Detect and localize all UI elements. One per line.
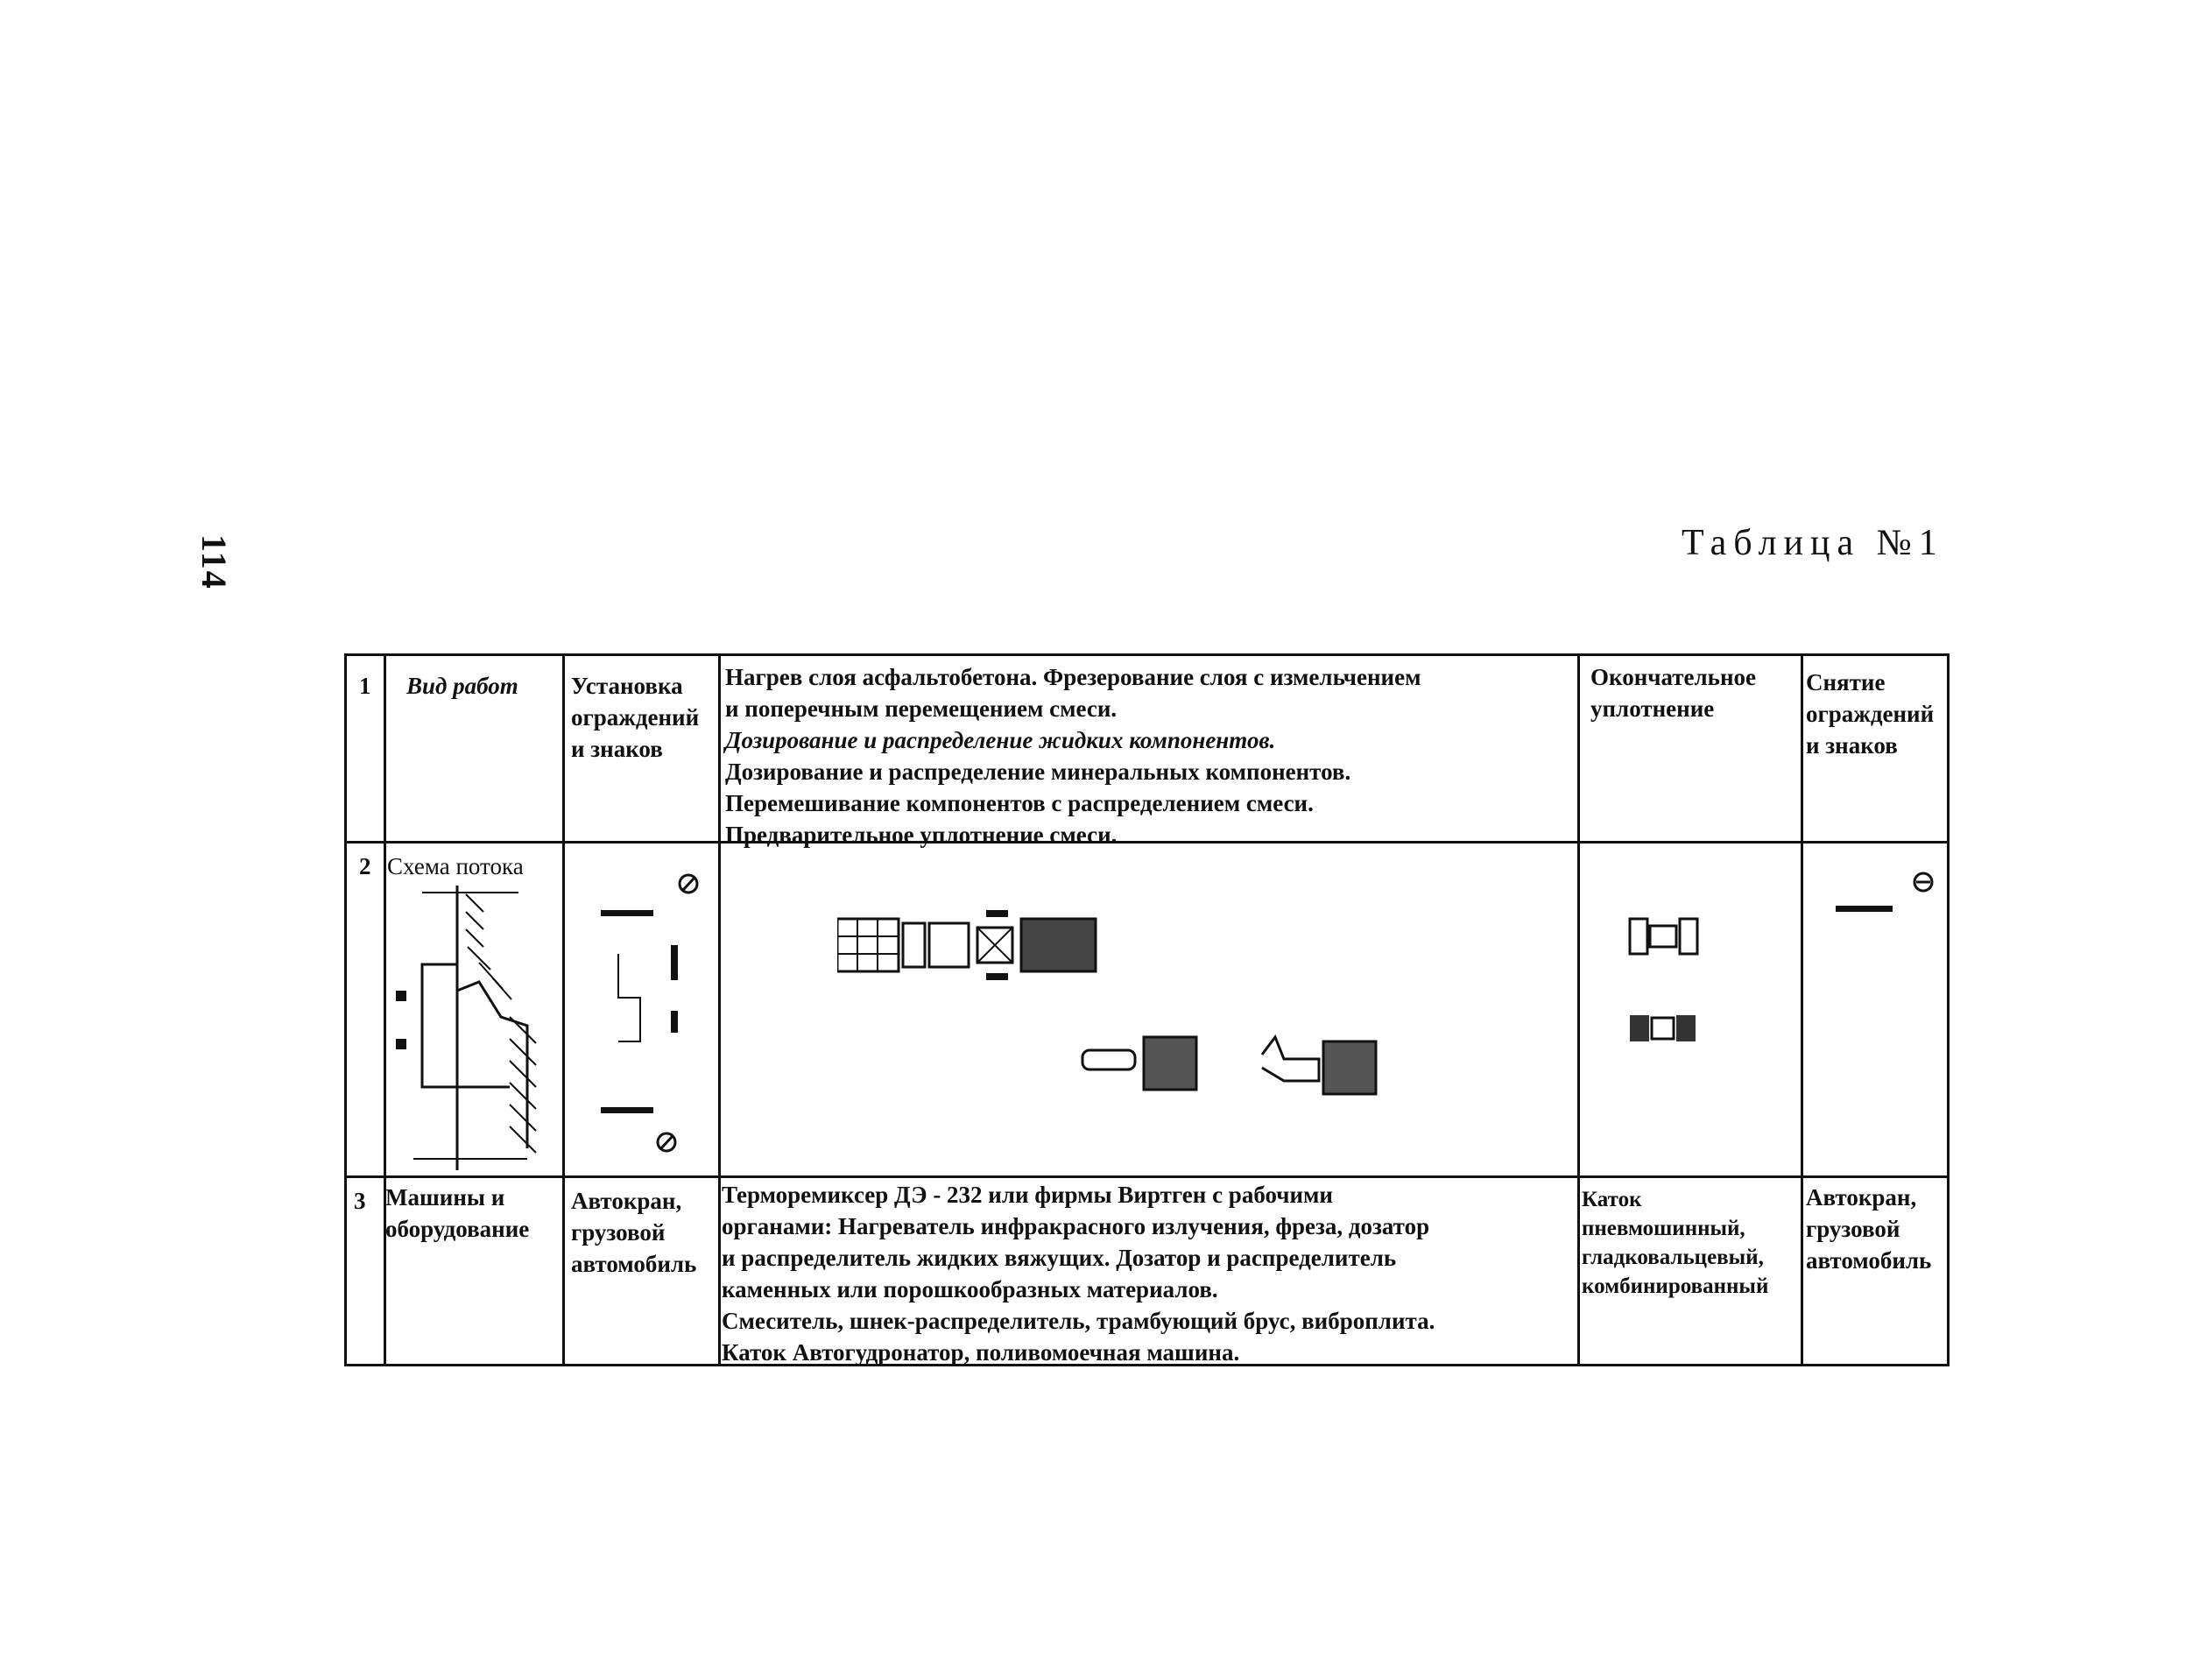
row3-removal-line: автомобиль [1806,1247,1932,1274]
row3-process-line: Каток Автогудронатор, поливомоечная машина. [722,1339,1240,1366]
row3-install-line: Автокран, [571,1188,682,1214]
rollers-sketch [1625,901,1713,1076]
work-table [344,653,1950,1366]
row3-removal-line: грузовой [1806,1216,1900,1242]
row1-process-line: Дозирование и распределение минеральных компонентов. [725,759,1351,785]
row1-process-line: Перемешивание компонентов с распределением смеси. [725,790,1314,816]
row2-label: Схема потока [387,853,524,879]
row3-final-line: пневмошинный, [1582,1217,1745,1240]
row3-process-line: органами: Нагреватель инфракрасного излучения, фреза, дозатор [722,1213,1430,1239]
row1-install-line: ограждений [571,704,700,731]
row3-install [571,1185,696,1280]
row1-label: Вид работ [406,673,518,699]
row1-process-line: Предварительное уплотнение смеси. [725,822,1118,848]
row1-final [1590,661,1756,724]
row1-install-line: и знаков [571,736,663,762]
row3-final [1582,1185,1768,1301]
row1-removal-line: Снятие [1806,669,1886,695]
row1-final-line: уплотнение [1590,695,1715,722]
row1-removal [1806,667,1934,761]
row3-process-line: Смеситель, шнек-распределитель, трамбующий брус, виброплита. [722,1308,1435,1334]
remixer-machine-sketch [837,910,1100,980]
row1-process-line: Нагрев слоя асфальтобетона. Фрезерование слоя с измельчением [725,664,1421,690]
row3-label-line: оборудование [385,1216,530,1242]
row3-label-line: Машины и [385,1184,505,1211]
row3-removal [1806,1182,1931,1276]
heater-roller-sketch [1074,1033,1389,1098]
row1-install-line: Установка [571,673,683,699]
signs-install-sketch [592,866,715,1164]
col-divider-4 [1577,656,1580,1364]
row-divider-2 [347,1175,1947,1178]
row1-removal-line: ограждений [1806,701,1935,727]
row1-removal-line: и знаков [1806,732,1898,759]
road-section-sketch [396,886,554,1170]
row3-process-line: каменных или порошкообразных материалов. [722,1276,1218,1302]
row3-install-line: автомобиль [571,1251,697,1277]
row3-install-line: грузовой [571,1219,666,1246]
col-divider-2 [562,656,565,1364]
row1-process-line: и поперечным перемещением смеси. [725,695,1118,722]
row1-install [571,670,699,765]
row1-final-line: Окончательное [1590,664,1756,690]
page-number: 114 [194,534,234,590]
row3-label [385,1182,529,1245]
table-title: Таблица №1 [1682,523,1944,563]
row1-process [725,661,1421,851]
row3-process-line: и распределитель жидких вяжущих. Дозатор и распределитель [722,1245,1397,1271]
row3-removal-line: Автокран, [1806,1184,1917,1211]
col-divider-5 [1801,656,1803,1364]
row3-process-line: Терморемиксер ДЭ - 232 или фирмы Виртген с рабочими [722,1182,1333,1208]
row3-final-line: гладковальцевый, [1582,1246,1764,1269]
row3-final-line: комбинированный [1582,1274,1769,1298]
row2-num: 2 [359,853,371,879]
row1-num: 1 [359,673,371,699]
signs-removal-sketch [1827,866,1950,919]
row3-num: 3 [354,1188,366,1214]
row1-process-line: Дозирование и распределение жидких компонентов. [725,727,1276,753]
col-divider-1 [384,656,386,1364]
col-divider-3 [718,656,721,1364]
row3-process [722,1179,1435,1368]
row3-final-line: Каток [1582,1188,1642,1211]
